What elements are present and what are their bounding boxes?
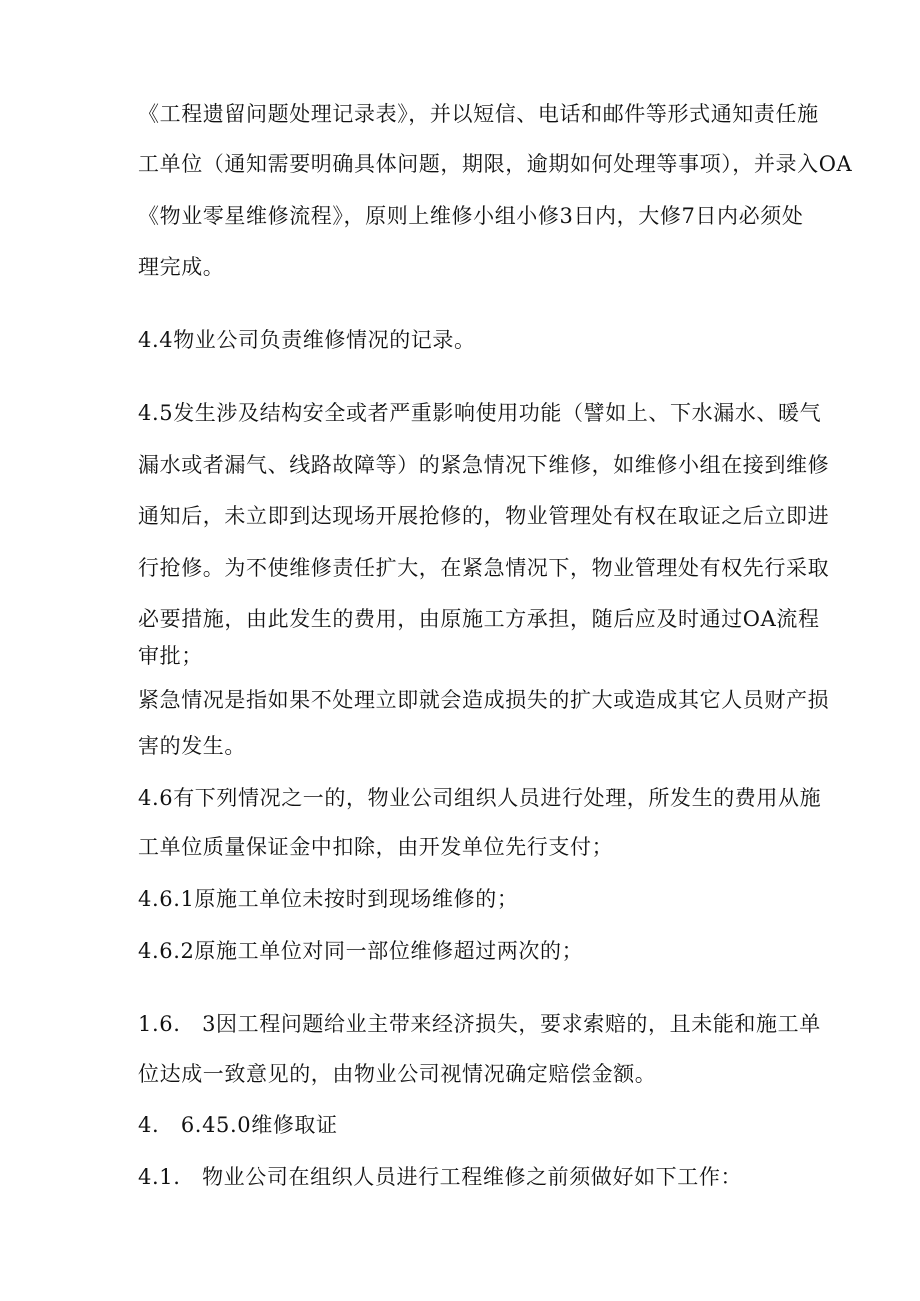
- section-4-6-2: 4.6.2原施工单位对同一部位维修超过两次的；: [138, 939, 584, 963]
- paragraph-line-2: 工单位（通知需要明确具体问题，期限，逾期如何处理等事项），并录入OA: [138, 152, 853, 176]
- paragraph-line-3: 《物业零星维修流程》，原则上维修小组小修3日内，大修7日内必须处: [138, 204, 804, 228]
- section-4-1: 4.1. 物业公司在组织人员进行工程维修之前须做好如下工作：: [138, 1165, 743, 1189]
- paragraph-line-1: 《工程遗留问题处理记录表》，并以短信、电话和邮件等形式通知责任施: [138, 102, 819, 126]
- emergency-definition-line-1: 紧急情况是指如果不处理立即就会造成损失的扩大或造成其它人员财产损: [138, 688, 830, 712]
- section-4-5-line-2: 漏水或者漏气、线路故障等）的紧急情况下维修，如维修小组在接到维修: [138, 453, 830, 477]
- section-4-5-line-5: 必要措施，由此发生的费用，由原施工方承担，随后应及时通过OA流程: [138, 607, 820, 631]
- emergency-definition-line-2: 害的发生。: [138, 734, 246, 758]
- section-4-6-line-1: 4.6有下列情况之一的，物业公司组织人员进行处理，所发生的费用从施: [138, 786, 822, 810]
- section-4-5-line-6: 审批；: [138, 644, 203, 668]
- section-4-6-1: 4.6.1原施工单位未按时到现场维修的；: [138, 887, 519, 911]
- section-4-5-line-3: 通知后，未立即到达现场开展抢修的，物业管理处有权在取证之后立即进: [138, 504, 830, 528]
- section-4-6-line-2: 工单位质量保证金中扣除，由开发单位先行支付；: [138, 835, 614, 859]
- section-4-5-line-1: 4.5发生涉及结构安全或者严重影响使用功能（譬如上、下水漏水、暖气: [138, 401, 822, 425]
- section-4-4: 4.4物业公司负责维修情况的记录。: [138, 328, 476, 352]
- paragraph-line-4: 理完成。: [138, 255, 225, 279]
- section-1-6-line-2: 位达成一致意见的，由物业公司视情况确定赔偿金额。: [138, 1062, 657, 1086]
- section-4-5-line-4: 行抢修。为不使维修责任扩大，在紧急情况下，物业管理处有权先行采取: [138, 556, 830, 580]
- section-1-6-line-1: 1.6. 3因工程问题给业主带来经济损失，要求索赔的，且未能和施工单: [138, 1012, 821, 1036]
- section-heading-repair-evidence: 4. 6.45.0维修取证: [138, 1113, 338, 1137]
